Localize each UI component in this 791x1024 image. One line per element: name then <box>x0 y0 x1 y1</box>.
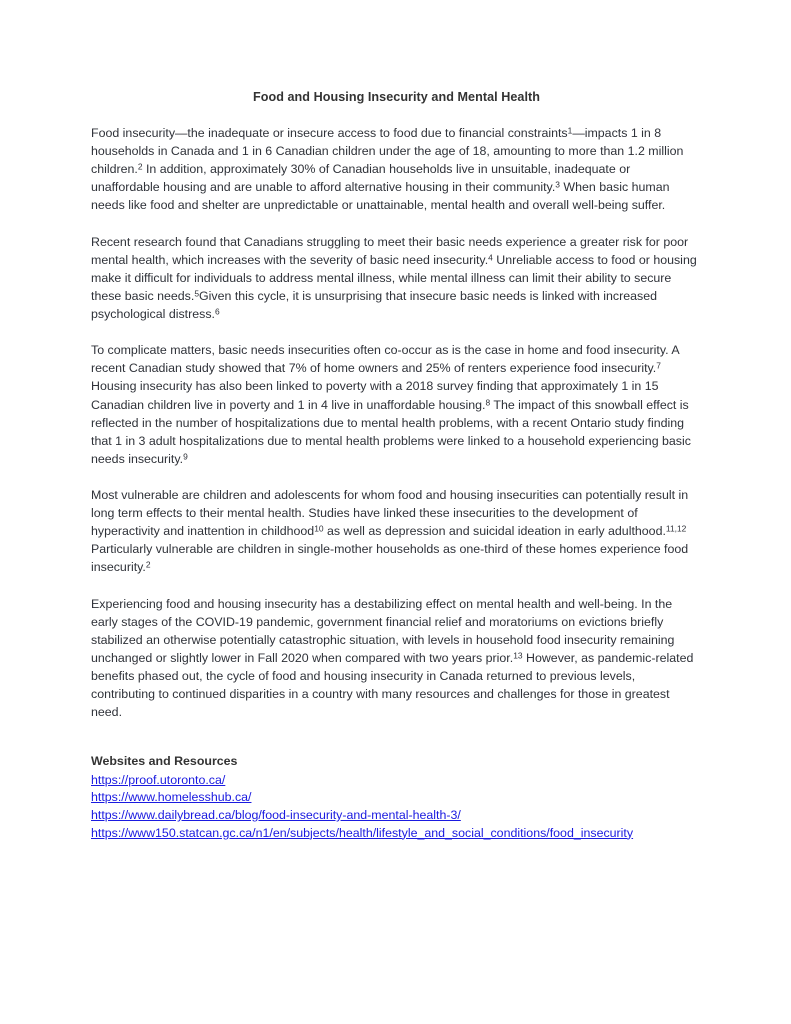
citation-superscript: 13 <box>513 650 523 661</box>
list-item <box>91 825 702 843</box>
resources-heading: Websites and Resources <box>91 754 238 769</box>
body-paragraph <box>91 595 702 722</box>
citation-superscript: 7 <box>656 360 661 371</box>
paragraph-container <box>91 124 702 721</box>
citation-superscript: 11,12 <box>665 523 687 534</box>
paragraph-text-run: Given this cycle, it is unsurprising that insecure basic needs is linked with increased psychological distress. <box>91 288 657 322</box>
paragraph-text-run: The impact of this snowball effect is reflected in the number of hospitalizations due to mental health problems, with a recent Ontario study finding that 1 in 3 adult hospitalizations due to mental health problems were linked to a household experiencing basic needs insecurity. <box>91 397 691 466</box>
list-item <box>91 789 702 807</box>
paragraph-text-run: Most vulnerable are children and adolescents for whom food and housing insecurities can potentially result in long term effects to their mental health. Studies have linked these insecurities to the development of hyperactivity and inattention in childhood <box>91 487 689 539</box>
paragraph-text-run: When basic human needs like food and shelter are unpredictable or unattainable, mental health and overall well-being suffer. <box>91 180 670 213</box>
paragraph-text-run: To complicate matters, basic needs insecurities often co-occur as is the case in home and food insecurity. A recent Canadian study showed that 7% of home owners and 25% of renters experience food insecurity. <box>91 343 679 376</box>
citation-superscript: 8 <box>485 396 491 407</box>
citation-superscript: 6 <box>214 306 220 317</box>
citation-superscript: 3 <box>555 179 560 190</box>
resource-link[interactable]: https://www.dailybread.ca/blog/food-insecurity-and-mental-health-3/ <box>91 807 461 822</box>
paragraph-text-run: —impacts 1 in 8 households in Canada and 1 in 6 Canadian children under the age of 18, amounting to more than 1.2 million children. <box>91 126 684 177</box>
citation-superscript: 1 <box>567 125 573 136</box>
list-item <box>91 772 702 790</box>
paragraph-text-run: Food insecurity—the inadequate or insecure access to food due to financial constraints <box>91 126 568 141</box>
resources-section <box>91 753 702 842</box>
paragraph-text-run: Recent research found that Canadians struggling to meet their basic needs experience a greater risk for poor mental health, which increases with the severity of basic need insecurity. <box>91 234 689 267</box>
resource-link[interactable]: https://www.homelesshub.ca/ <box>91 790 252 805</box>
citation-superscript: 10 <box>314 523 324 534</box>
citation-superscript: 2 <box>137 161 143 172</box>
paragraph-text-run: Housing insecurity has also been linked to poverty with a 2018 survey finding that approximately 1 in 15 Canadian children live in poverty and 1 in 4 live in unaffordable housing. <box>91 379 659 412</box>
paragraph-text-run: However, as pandemic-related benefits phased out, the cycle of food and housing insecurity in Canada returned to previous levels, contributing to continued disparities in a country with many resources and challenges for those in greatest need. <box>91 650 694 720</box>
document-body <box>91 88 702 842</box>
paragraph-text-run: Particularly vulnerable are children in single-mother households as one-third of these homes experience food insecurity. <box>91 542 689 575</box>
resource-link[interactable]: https://proof.utoronto.ca/ <box>91 772 226 787</box>
body-paragraph <box>91 124 702 214</box>
body-paragraph <box>91 486 702 576</box>
page-title: Food and Housing Insecurity and Mental Health <box>252 90 541 104</box>
resource-link-list <box>91 772 702 842</box>
paragraph-text-run: Experiencing food and housing insecurity has a destabilizing effect on mental health and well-being. In the early stages of the COVID-19 pandemic, government financial relief and moratoriums on evictions briefly stabilized an otherwise potentially catastrophic situation, with levels in household food insecurity remaining unchanged or slightly lower in Fall 2020 when compared with two years prior. <box>91 596 675 665</box>
citation-superscript: 5 <box>194 288 200 299</box>
paragraph-text-run: Unreliable access to food or housing make it difficult for individuals to address mental illness, while mental illness can limit their ability to secure these basic needs. <box>91 252 697 303</box>
citation-superscript: 9 <box>183 451 188 462</box>
citation-superscript: 4 <box>488 252 493 263</box>
body-paragraph <box>91 341 702 468</box>
resource-link[interactable]: https://www150.statcan.gc.ca/n1/en/subjects/health/lifestyle_and_social_conditions/food_insecurity <box>91 825 634 840</box>
body-paragraph <box>91 233 702 323</box>
citation-superscript: 2 <box>145 559 151 570</box>
paragraph-text-run: In addition, approximately 30% of Canadian households live in unsuitable, inadequate or unaffordable housing and are unable to afford alternative housing in their community. <box>91 162 631 195</box>
paragraph-text-run: as well as depression and suicidal ideation in early adulthood. <box>323 524 666 539</box>
list-item <box>91 807 702 825</box>
